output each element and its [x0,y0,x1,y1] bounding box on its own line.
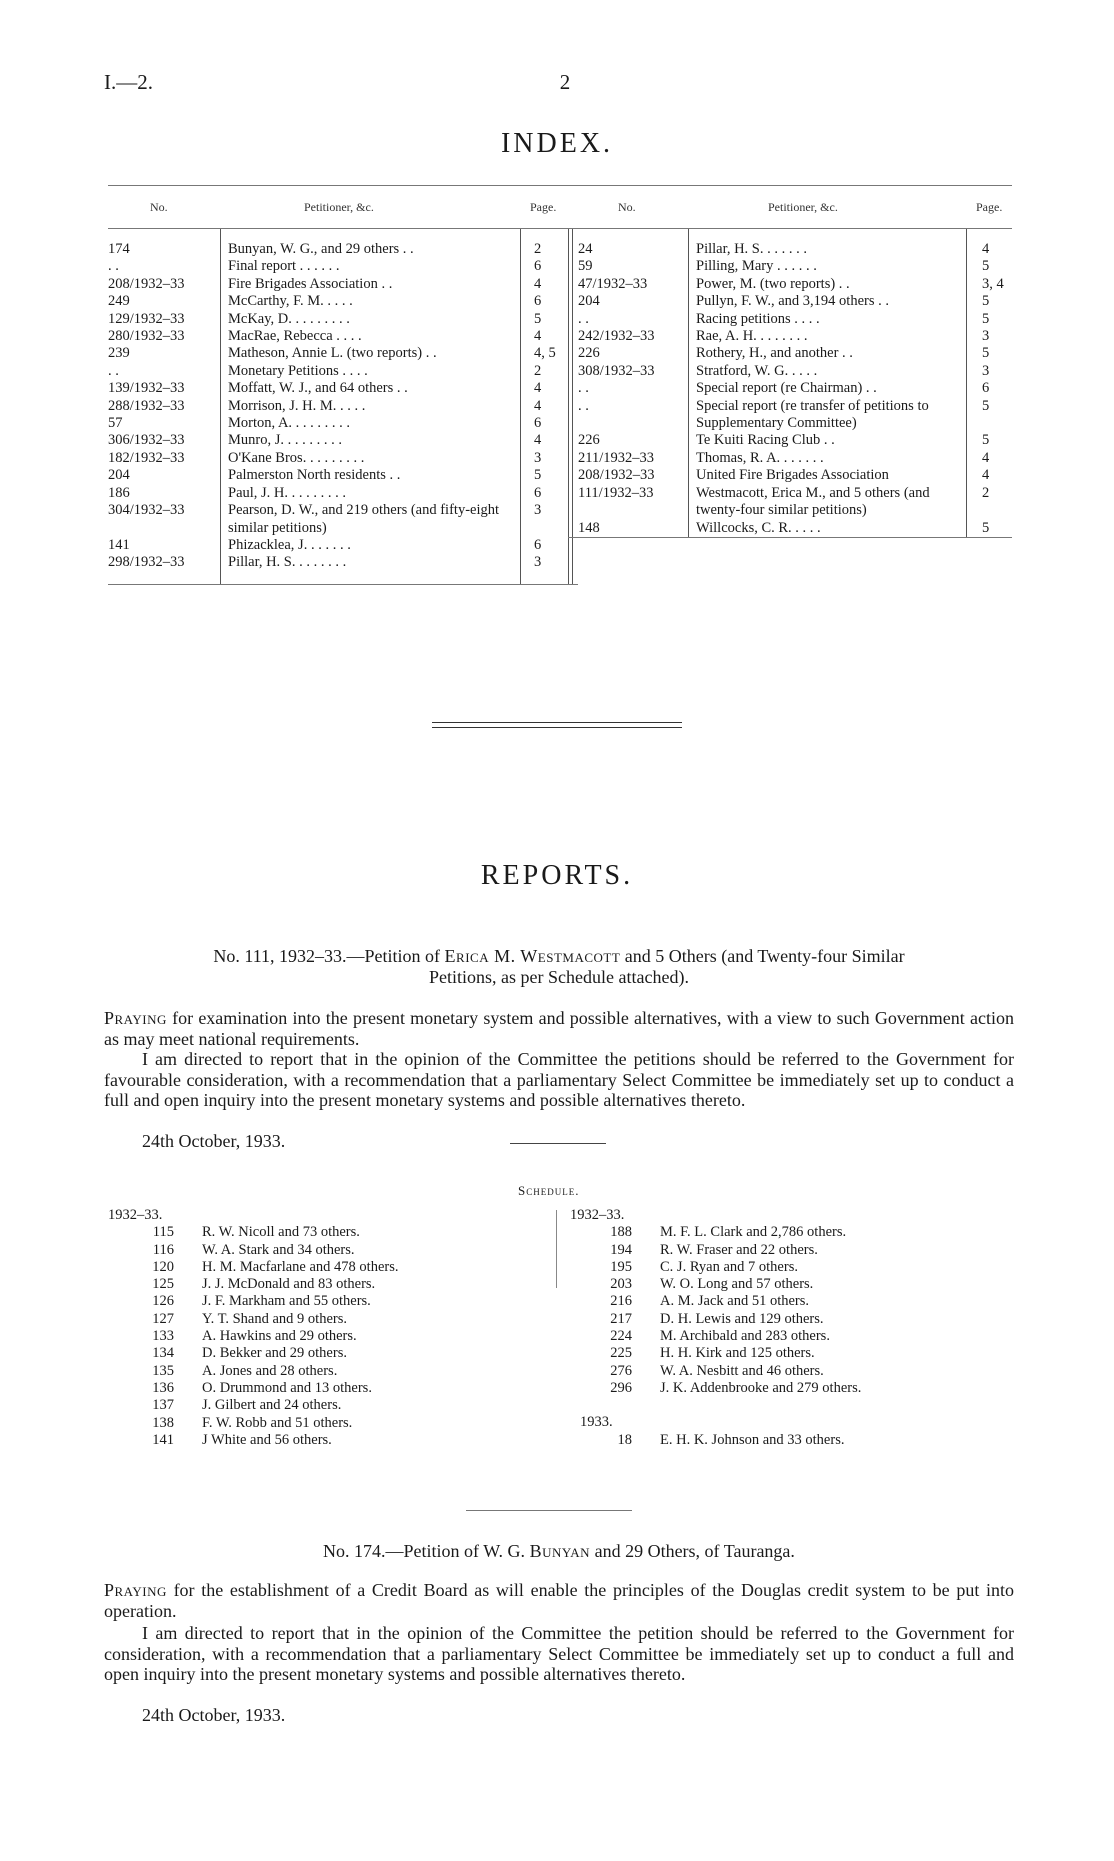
entry-number: . . [578,397,589,414]
schedule-number: 127 [152,1310,174,1327]
entry-petitioner: Matheson, Annie L. (two reports) . . [228,345,437,362]
entry-petitioner: Pillar, H. S. . . . . . . . [228,554,347,571]
entry-petitioner: Pilling, Mary . . . . . . [696,258,817,275]
entry-petitioner: Palmerston North residents . . [228,467,401,484]
schedule-row [108,1293,468,1310]
schedule-number: 203 [610,1276,632,1293]
schedule-number: 134 [152,1345,174,1362]
entry-page: 2 [982,484,990,501]
schedule-petitioner: W. O. Long and 57 others. [660,1276,814,1293]
index-row [108,485,578,502]
praying-word: Praying [104,1580,167,1600]
page-number: 2 [559,70,571,94]
header-petitioner: Petitioner, &c. [304,200,374,214]
section-divider [432,722,682,728]
schedule-row [566,1345,966,1362]
entry-page: 4 [982,449,990,466]
schedule-number: 194 [610,1241,632,1258]
schedule-row [566,1293,966,1310]
entry-petitioner: Racing petitions . . . . [696,310,820,327]
entry-page: 4 [534,397,542,414]
index-row [568,467,1012,484]
schedule-petitioner: H. H. Kirk and 125 others. [660,1345,815,1362]
entry-number: 242/1932–33 [578,328,655,345]
entry-number: 204 [108,467,130,484]
entry-number: 208/1932–33 [108,275,185,292]
entry-page: 6 [534,258,542,275]
report1-body: I am directed to report that in the opinion of the Committee the petitions should be referred to the Government for favourable consideration, with a recommendation that a parliamentary Select Committee be immediately set up to conduct a full and open inquiry into the present monetary systems and possible alternatives thereto. [104,1049,1014,1110]
entry-petitioner: Pullyn, F. W., and 3,194 others . . [696,293,889,310]
index-row [108,450,578,467]
schedule-row [108,1415,468,1432]
entry-page: 5 [982,397,990,414]
schedule-row [566,1380,966,1397]
report1-heading [104,946,1014,988]
entry-page: 2 [534,241,542,257]
index-row [108,311,578,328]
entry-page: 5 [982,519,990,536]
report1-praying [104,1008,1014,1049]
index-row [108,258,578,275]
schedule-petitioner: O. Drummond and 13 others. [202,1379,372,1396]
entry-page: 6 [982,380,990,397]
entry-number: . . [108,258,119,275]
schedule-year: 1932–33. [108,1207,163,1223]
entry-number: 59 [578,258,593,275]
entry-page: 5 [982,258,990,275]
entry-page: 6 [534,293,542,310]
entry-petitioner: Monetary Petitions . . . . [228,362,368,379]
index-row [568,345,1012,362]
entry-petitioner: Munro, J. . . . . . . . . [228,432,342,449]
schedule-petitioner: J. F. Markham and 55 others. [202,1293,371,1310]
schedule-petitioner: J White and 56 others. [202,1431,332,1448]
index-row [568,276,1012,293]
index-header-right [568,185,1012,229]
schedule-petitioner: W. A. Nesbitt and 46 others. [660,1362,824,1379]
entry-number: 208/1932–33 [578,467,655,484]
entry-number: 226 [578,345,600,362]
schedule-number: 116 [152,1241,174,1258]
entry-petitioner: Rae, A. H. . . . . . . . [696,328,808,345]
report2-date: 24th October, 1933. [142,1705,286,1725]
schedule-row [566,1224,966,1241]
entry-petitioner: Westmacott, Erica M., and 5 others (and twenty-four similar petitions) [696,484,930,519]
entry-number: 186 [108,484,130,501]
reports-title: REPORTS. [480,860,634,891]
entry-petitioner: McCarthy, F. M. . . . . [228,293,353,310]
entry-page: 5 [982,293,990,310]
report2-heading [104,1541,1014,1562]
schedule-petitioner: C. J. Ryan and 7 others. [660,1258,798,1275]
report2-body: I am directed to report that in the opinion of the Committee the petition should be referred to the Government for consideration, with a recommendation that a parliamentary Select Committee be immediately set up to conduct a full and open inquiry into the present monetary systems and possible alternatives thereto. [104,1623,1014,1684]
schedule-number: 120 [152,1258,174,1275]
schedule-row [566,1328,966,1345]
schedule-number: 141 [152,1431,174,1448]
index-table-right [568,185,1012,538]
entry-page: 4, 5 [534,345,556,362]
index-table-left [108,185,578,585]
index-row [108,363,578,380]
index-row [568,380,1012,397]
report1-petitioner-name: Erica M. Westmacott [444,946,621,966]
schedule-number: 195 [610,1258,632,1275]
schedule-number: 125 [152,1276,174,1293]
entry-page: 4 [534,275,542,292]
schedule-petitioner: D. H. Lewis and 129 others. [660,1310,824,1327]
entry-number: 47/1932–33 [578,275,648,292]
entry-page: 3, 4 [982,275,1004,292]
entry-number: 204 [578,293,600,310]
schedule-petitioner: R. W. Nicoll and 73 others. [202,1224,360,1241]
index-row [108,467,578,484]
entry-number: 148 [578,519,600,536]
entry-page: 6 [534,536,542,553]
index-row [108,502,578,537]
entry-petitioner: Final report . . . . . . [228,258,340,275]
schedule-number: 138 [152,1414,174,1431]
entry-petitioner: Phizacklea, J. . . . . . . [228,536,351,553]
schedule-petitioner: A. Jones and 28 others. [202,1362,338,1379]
entry-petitioner: Special report (re transfer of petitions to Supplementary Committee) [696,397,929,432]
schedule-year: 1933. [580,1414,613,1431]
entry-number: . . [108,362,119,379]
schedule-petitioner: J. J. McDonald and 83 others. [202,1276,376,1293]
entry-number: 129/1932–33 [108,310,185,327]
index-body-left [108,229,578,585]
schedule-petitioner: J. K. Addenbrooke and 279 others. [660,1379,862,1396]
schedule-petitioner: Y. T. Shand and 9 others. [202,1310,347,1327]
spacer [566,1397,966,1414]
entry-page: 4 [534,432,542,449]
index-row [108,276,578,293]
index-row [568,520,1012,537]
entry-petitioner: O'Kane Bros. . . . . . . . . [228,449,365,466]
header-petitioner: Petitioner, &c. [768,200,838,214]
entry-number: 174 [108,241,130,257]
schedule-left [108,1207,468,1449]
entry-number: 304/1932–33 [108,502,185,519]
schedule-row [108,1224,468,1241]
entry-petitioner: Thomas, R. A. . . . . . . [696,449,824,466]
schedule-row [108,1397,468,1414]
schedule-petitioner: M. F. L. Clark and 2,786 others. [660,1224,847,1241]
schedule-row [108,1380,468,1397]
entry-petitioner: Pearson, D. W., and 219 others (and fifty-eight similar petitions) [228,502,500,536]
praying-word: Praying [104,1008,167,1028]
entry-number: 306/1932–33 [108,432,185,449]
schedule-petitioner: A. M. Jack and 51 others. [660,1293,810,1310]
header-no: No. [618,200,636,214]
header-no: No. [150,200,168,214]
schedule-row [566,1311,966,1328]
index-row [108,345,578,362]
schedule-number: 224 [610,1328,632,1345]
schedule-title: Schedule. [518,1183,580,1198]
report1-heading-prefix: No. 111, 1932–33.—Petition of [213,946,441,966]
schedule-petitioner: A. Hawkins and 29 others. [202,1328,357,1345]
schedule-petitioner: M. Archibald and 283 others. [660,1328,830,1345]
praying-text: for examination into the present monetary system and possible alternatives, with a view to such Government action as may meet national requirements. [104,1008,1014,1049]
index-row [108,398,578,415]
entry-page: 5 [534,467,542,484]
index-title: INDEX. [500,128,614,159]
entry-number: 226 [578,432,600,449]
index-row [568,363,1012,380]
entry-petitioner: Rothery, H., and another . . [696,345,853,362]
document-reference: I.—2. [104,70,153,94]
entry-page: 5 [982,432,990,449]
schedule-row [566,1363,966,1380]
entry-page: 6 [534,484,542,501]
schedule-number: 133 [152,1328,174,1345]
schedule-petitioner: W. A. Stark and 34 others. [202,1241,355,1258]
schedule-number: 216 [610,1293,632,1310]
schedule-petitioner: R. W. Fraser and 22 others. [660,1241,818,1258]
entry-petitioner: Willcocks, C. R. . . . . [696,519,821,536]
schedule-petitioner: J. Gilbert and 24 others. [202,1397,342,1414]
entry-page: 3 [534,554,542,571]
index-row [108,537,578,554]
schedule-row [566,1259,966,1276]
schedule-row [108,1363,468,1380]
index-row [568,293,1012,310]
entry-number: 249 [108,293,130,310]
entry-petitioner: Bunyan, W. G., and 29 others . . [228,241,414,257]
entry-number: 288/1932–33 [108,397,185,414]
entry-number: 308/1932–33 [578,362,655,379]
entry-number: 111/1932–33 [578,484,654,501]
index-row [108,554,578,583]
index-row [568,241,1012,258]
index-row [568,311,1012,328]
entry-page: 5 [534,310,542,327]
report2-heading-prefix: No. 174.—Petition of W. G. [323,1541,526,1561]
schedule-number: 115 [152,1224,174,1241]
schedule-row [108,1328,468,1345]
entry-petitioner: Pillar, H. S. . . . . . . [696,241,807,257]
index-row [568,398,1012,433]
schedule-right [566,1207,966,1449]
index-row [108,432,578,449]
entry-petitioner: Power, M. (two reports) . . [696,275,850,292]
schedule-row [108,1276,468,1293]
entry-page: 3 [982,328,990,345]
index-row [568,485,1012,520]
header-page: Page. [530,200,557,214]
index-header-left [108,185,578,229]
index-row [108,241,578,258]
report2-praying [104,1580,1014,1621]
entry-number: 57 [108,415,123,432]
schedule-row [108,1432,468,1449]
entry-number: 141 [108,536,130,553]
entry-page: 4 [534,328,542,345]
schedule-number: 188 [610,1224,632,1241]
entry-number: 139/1932–33 [108,380,185,397]
index-row [568,258,1012,275]
schedule-number: 225 [610,1345,632,1362]
entry-page: 6 [534,415,542,432]
entry-number: . . [578,380,589,397]
entry-page: 2 [534,362,542,379]
index-row [108,293,578,310]
entry-petitioner: Fire Brigades Association . . [228,275,393,292]
entry-page: 3 [534,449,542,466]
schedule-divider [556,1210,557,1288]
entry-number: 182/1932–33 [108,449,185,466]
short-rule [510,1143,606,1144]
entry-page: 3 [982,362,990,379]
report2-heading-suffix: and 29 Others, of Tauranga. [594,1541,795,1561]
schedule-row [108,1345,468,1362]
header-page: Page. [976,200,1003,214]
schedule-petitioner: H. M. Macfarlane and 478 others. [202,1258,399,1275]
entry-petitioner: Morrison, J. H. M. . . . . [228,397,366,414]
index-body-right [568,229,1012,538]
entry-petitioner: McKay, D. . . . . . . . . [228,310,350,327]
entry-page: 5 [982,310,990,327]
schedule-number: 18 [617,1431,632,1448]
schedule-row [566,1242,966,1259]
entry-number: 211/1932–33 [578,449,654,466]
schedule-row [566,1432,966,1449]
report2-petitioner-name: Bunyan [529,1541,591,1561]
entry-page: 4 [982,467,990,484]
section-rule [466,1510,632,1511]
schedule-row [108,1259,468,1276]
schedule-number: 136 [152,1379,174,1396]
entry-number: 298/1932–33 [108,554,185,571]
entry-petitioner: Morton, A. . . . . . . . . [228,415,351,432]
schedule-row [108,1242,468,1259]
entry-number: 280/1932–33 [108,328,185,345]
entry-petitioner: Moffatt, W. J., and 64 others . . [228,380,408,397]
entry-page: 4 [534,380,542,397]
entry-petitioner: Stratford, W. G. . . . . [696,362,818,379]
schedule-number: 296 [610,1379,632,1396]
index-row [108,415,578,432]
schedule-number: 137 [152,1397,174,1414]
schedule-row [566,1276,966,1293]
report1-heading-suffix: and 5 Others (and Twenty-four Similar [624,946,905,966]
entry-petitioner: Te Kuiti Racing Club . . [696,432,835,449]
entry-page: 5 [982,345,990,362]
schedule-number: 276 [610,1362,632,1379]
index-row [568,450,1012,467]
entry-number: 239 [108,345,130,362]
schedule-row [108,1311,468,1328]
index-row [568,328,1012,345]
entry-page: 4 [982,241,990,257]
entry-petitioner: United Fire Brigades Association [696,467,889,484]
schedule-number: 126 [152,1293,174,1310]
schedule-petitioner: E. H. K. Johnson and 33 others. [660,1431,845,1448]
entry-petitioner: MacRae, Rebecca . . . . [228,328,362,345]
praying-text: for the establishment of a Credit Board as will enable the principles of the Douglas credit system to be put into operation. [104,1580,1015,1621]
report1-date: 24th October, 1933. [142,1131,286,1151]
schedule-petitioner: F. W. Robb and 51 others. [202,1414,353,1431]
index-row [108,380,578,397]
schedule-number: 135 [152,1362,174,1379]
schedule-number: 217 [610,1310,632,1327]
entry-petitioner: Special report (re Chairman) . . [696,380,877,397]
index-row [108,328,578,345]
entry-petitioner: Paul, J. H. . . . . . . . . [228,484,347,501]
entry-page: 3 [534,502,542,519]
report1-heading-line2: Petitions, as per Schedule attached). [429,967,689,987]
entry-number: 24 [578,241,593,257]
index-row [568,432,1012,449]
entry-number: . . [578,310,589,327]
schedule-year: 1932–33. [570,1207,625,1223]
schedule-petitioner: D. Bekker and 29 others. [202,1345,347,1362]
